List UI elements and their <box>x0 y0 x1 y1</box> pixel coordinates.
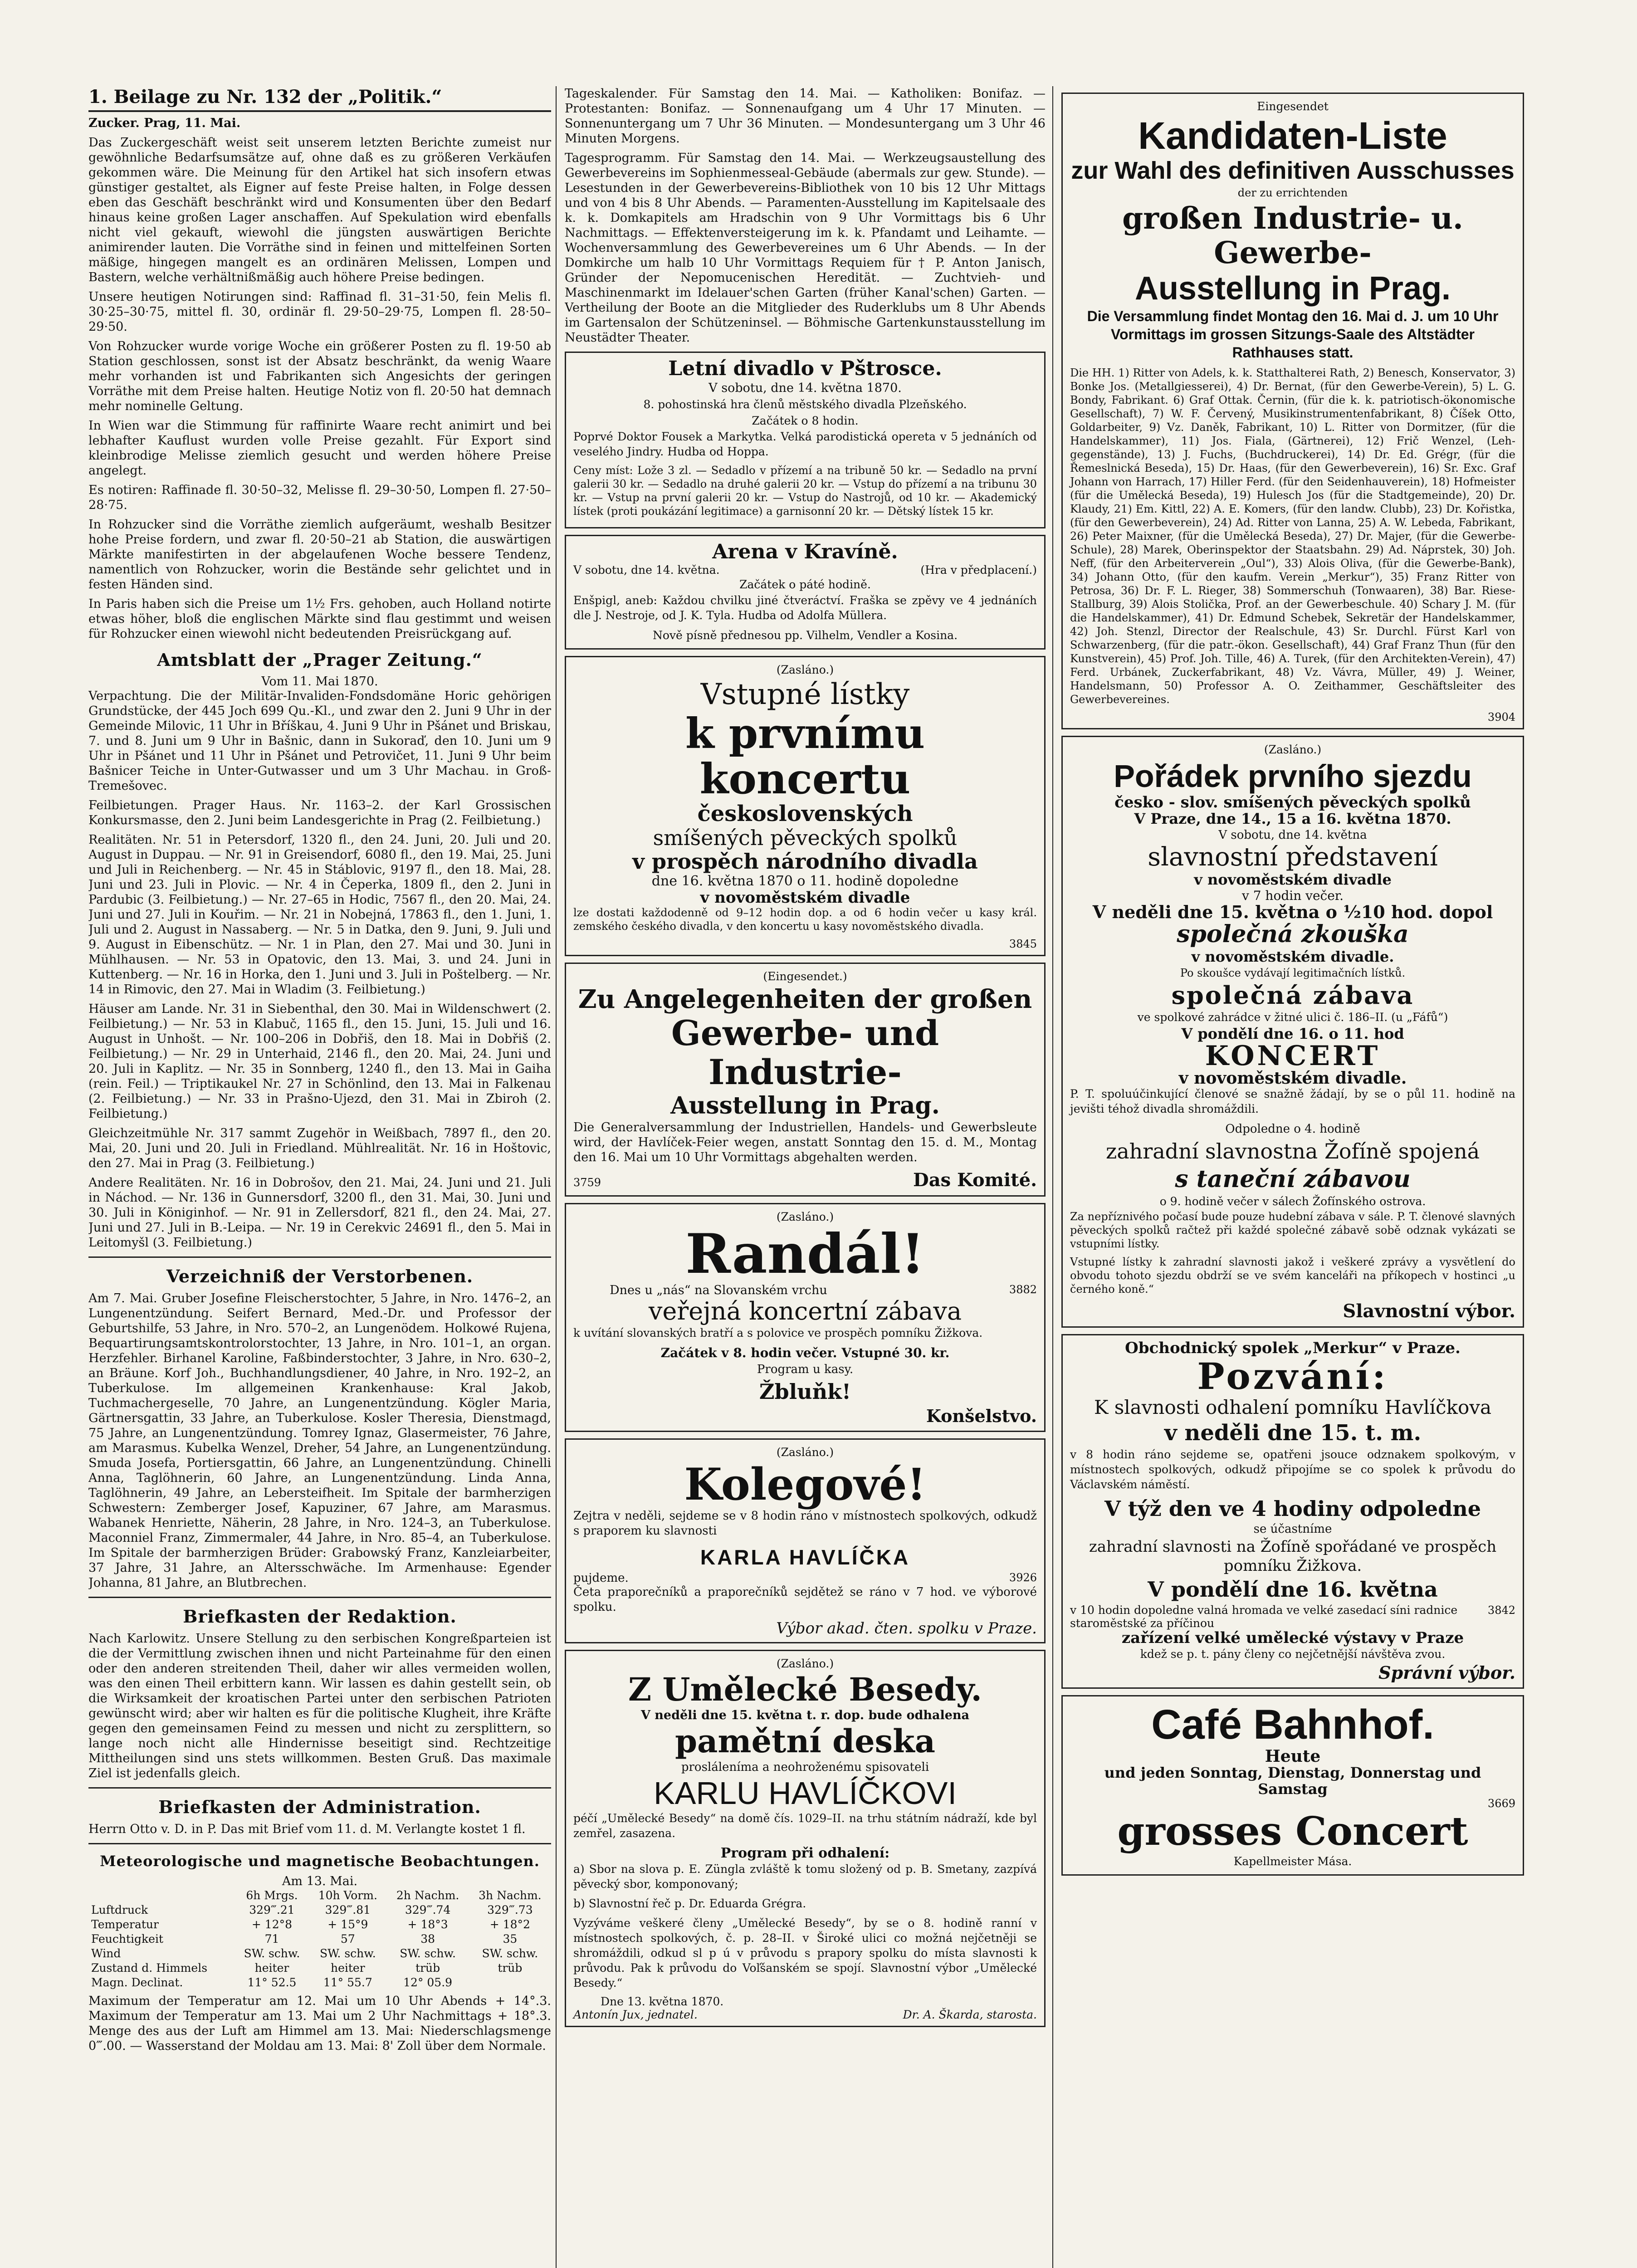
umel-line-11: Dne 13. května 1870. <box>601 1995 724 2008</box>
randal-line-7: Žbluňk! <box>759 1379 851 1404</box>
umel-line-8: a) Sbor na slova p. E. Züngla zvláště k tomu složený od p. B. Smetany, zazpívá pěvecký sbor, komponovaný; <box>573 1862 1037 1891</box>
table-row <box>88 1975 551 1990</box>
por-line-2: česko - slov. smíšených pěveckých spolků <box>1114 793 1471 811</box>
meteo-header-cell: 10h Vorm. <box>318 1889 377 1902</box>
por-line-5: slavnostní představení <box>1148 842 1438 872</box>
ang-number: 3759 <box>573 1176 601 1189</box>
por-line-13: ve spolkové zahrádce v žitné ulici č. 186–II. (u „Fáfů“) <box>1137 1011 1448 1024</box>
table-row <box>88 1903 551 1917</box>
cafe-line-5: Kapellmeister Mása. <box>1233 1855 1352 1868</box>
letni-divadlo-ad <box>565 352 1046 528</box>
angelegenheiten-ad <box>565 963 1046 1197</box>
meteo-cell: 12° 05.9 <box>403 1976 453 1989</box>
kolegove-ad <box>565 1438 1046 1643</box>
amtsblatt-text: Verpachtung. Die der Militär-Invaliden-Fondsdomäne Horic gehörigen Grundstücke, der 445 Joch 699 Qu.-Kl., und zwar den 2. Juni 9 Uhr in der Gemeinde Milovic, 11 Uhr in Bříškau, 4. Juni 9 Uhr in Pšánet und Briskau, 7. und 8. Juni um 9 Uhr in Bašnic, dann in Sukoraď, den 10. Juni um 9 Uhr in Pšánet und 11 Uhr in Pšánet und Petrovičet, 11. Juni 9 Uhr beim Bašnicer Teiche in Unter-Gutwasser und um 3 Uhr Machau. in Groß-Tremešovec. <box>88 689 551 793</box>
page-header: 1. Beilage zu Nr. 132 der „Politik.“ <box>88 86 551 112</box>
por-line-23: Vstupné lístky k zahradní slavnosti jakož i veškeré zprávy a vysvětlení do obvodu tohoto sjezdu obdrží se ve svém kanceláři na příkopech v hostinci „u černého koně.“ <box>1070 1256 1515 1295</box>
arena-play: Enšpigl, aneb: Každou chvilku jiné čtveráctví. Fraška se zpěvy ve 4 jednáních dle J. Nestroje, od J. K. Tyla. Hudba od Adolfa Müllera. <box>573 594 1037 622</box>
realitaeten-text: Realitäten. Nr. 51 in Petersdorf, 1320 fl., den 24. Juni, 20. Juli und 20. August in Duppau. — Nr. 91 in Greisendorf, 6080 fl., den 19. Mai, 25. Juni und Juli in Reichenberg. — Nr. 45 in Stáblovic, 9197 fl., den 18. Mai, 28. Juni und 23. Juli in Plovic. — Nr. 4 in Čeperka, 1809 fl., den 2. Juni in Pardubic (3. Feilbietung.) — Nr. 27–65 in Hodic, 7567 fl., den 20. Mai, 24. Juni und 27. Juli in Kouřim. — Nr. 21 in Nobejná, 17863 fl., den 1. Juni, 1. Juli und 2. August in Nassaberg. — Nr. 5 in Datka, den 9. Juni, 9. Juli und 9. August in Eibenschütz. — Nr. 1 in Plan, den 27. Mai und 30. Juni in Mühlhausen. — Nr. 53 in Opatovic, den 13. Mai, 3. und 24. Juni in Kuttenberg. — Nr. 16 in Horka, den 1. Juni und 3. Juli in Poštelberg. — Nr. 14 in Rimovic, den 27. Mai in Wladim (3. Feilbietung.) <box>88 833 551 997</box>
meteo-table <box>88 1888 551 1990</box>
kand-list: Die HH. 1) Ritter von Adels, k. k. Statthalterei Rath, 2) Benesch, Konservator, 3) Bonke Jos. (Metallgiesserei), 4) Dr. Bernat, (für den Gewerbe-Verein), 5) L. G. Bondy, Fabrikant. 6) Graf Ottak. Černin, (für die k. k. patriotisch-ökonomische Gesellschaft), 7) W. F. Červený, Musikinstrumentenfabrikant, 8) Číšek Otto, Goldarbeiter, 9) Vz. Daněk, Fabrikant, 10) L. Ritter von Dormitzer, (für die Handelskammer), 11) Jos. Fiala, (Gärtnerei), 12) Frič Wenzel, (Leh-gegenstände), 13) J. Fuchs, (Buchdruckerei), 14) Dr. Ed. Grégr, (für die Řemeslnická Beseda), 15) Dr. Haas, (für den Gewerbeverein), 16) Sr. Exc. Graf Johann von Harrach, 17) Hiller Ferd. (für den Seidenhauverein), 18) Hofmeister (für die Umělecká Beseda), 19) Hulesch Jos (für die Stadtgemeinde), 20) Dr. Klaudy, 21) Em. Kittl, 22) A. E. Komers, (für den landw. Clubb), 23) Dr. Kořistka, (für den Gewerbeverein), 24) Ad. Ritter von Lanna, 25) A. W. Lebeda, Fabrikant, 26) Peter Maixner, (für die Umělecká Beseda), 27) Dr. Majer, (für die Gewerbe-Schule), 28) Marek, Oberinspektor der Staatsbahn. 29) Ad. Náprstek, 30) Joh. Neff, (für den Arbeiterverein „Oul“), 33) Alois Oliva, (für die Gewerbe-Bank), 34) Johann Otto, (für den kaufm. Verein „Merkur“), 35) Franz Ritter von Petrosa, 36) Dr. F. L. Rieger, 38) Sommerschuh (Tonwaaren), 38) Bar. Riese-Stallburg, 39) Alois Stolička, Prof. an der Gewerbeschule. 40) Schary J. M. (für die Handelskammer), 41) Dr. Edmund Schebek, Sekretär der Handelskammer, 42) Joh. Stenzl, Director der Realschule, 43) Sr. Durchl. Fürst Karl von Schwarzenberg, (für die patr.-ökon. Gesellschaft), 44) Graf Franz Thun (für den Kunstverein), 45) Prof. Joh. Tille, 46) A. Turek, (für den Architekten-Verein), 47) Ferd. Urbánek, Zuckerfabrikant, 48) Vz. Vávra, Müller, 49) J. Weiner, Handelsmann, 50) Professor A. O. Zeithammer, Geschäftsleiter des Gewerbevereines. <box>1070 367 1515 706</box>
column-rule <box>556 86 557 2268</box>
poz-sign: Správní výbor. <box>1378 1662 1515 1683</box>
meteo-cell: SW. schw. <box>244 1947 300 1960</box>
meteo-cell: + 15°9 <box>327 1918 368 1931</box>
por-line-16: v novoměstském divadle. <box>1178 1069 1407 1088</box>
umel-line-13: Dr. A. Škarda, starosta. <box>903 2008 1037 2021</box>
zaslano-label: (Zasláno.) <box>776 1657 834 1670</box>
cafe-number: 3669 <box>1487 1797 1515 1810</box>
umel-line-10: Vyzýváme veškeré členy „Umělecké Besedy“, by se o 8. hodině ranní v místnostech spolkových, č. p. 28–II. v Široké ulici co možná nejčetněji se shromáždili, odkud sl p ú v průvodu s prapory spolku do místa slavnosti k průvodu. Pak k průvodu do Voľšanském se spojí. Slavnostní výbor „Umělecké Besedy.“ <box>573 1916 1037 1989</box>
divider <box>88 1597 551 1598</box>
verstorbene-title: Verzeichniß der Verstorbenen. <box>166 1266 474 1286</box>
por-line-1: Pořádek prvního sjezdu <box>1114 758 1472 794</box>
briefkasten-redaktion-text: Nach Karlowitz. Unsere Stellung zu den serbischen Kongreßparteien ist die der Vermittlung zwischen ihnen und nicht Parteinahme für den einen oder den anderen streitenden Theil, daher wir alles vermeiden wollen, was den einen Theil erbittern kann. Wir lassen es dahin gestellt sein, ob die Wirksamkeit der kroatischen Partei unter den serbischen Patrioten gewünscht wird; aber wir halten es für die politische Klugheit, ihre Kräfte gegen den gemeinsamen Feind zu messen und nicht zu zersplittern, so lange noch nicht alle Hindernisse beseitigt sind. Rechtzeitige Mittheilungen sind uns stets willkommen. Besten Gruß. Das maximale Ziel ist jedenfalls gleich. <box>88 1632 551 1780</box>
ang-sign: Das Komité. <box>913 1169 1037 1191</box>
merkur-line: Obchodnický spolek „Merkur“ v Praze. <box>1125 1339 1461 1357</box>
meteo-cell: heiter <box>330 1961 365 1975</box>
vstup-line-3: československých <box>697 801 913 826</box>
cafe-line-3: und jeden Sonntag, Dienstag, Donnerstag und Samstag <box>1104 1764 1481 1798</box>
amtsblatt-title: Amtsblatt der „Prager Zeitung.“ <box>157 650 483 670</box>
meteo-cell: Zustand d. Himmels <box>91 1961 208 1975</box>
verstorbene-text: Am 7. Mai. Gruber Josefine Fleischerstochter, 5 Jahre, in Nro. 1476–2, an Lungenentzündung. Seifert Bernard, Med.-Dr. und Professor der Geburtshilfe, 53 Jahre, in Nro. 570–2, an Lungenödem. Holkowé Rujena, Bequartirungsamtskontrolorstochter, 13 Jahre, in Nro. 101–1, an organ. Herzfehler. Birhanel Karoline, Faßbinderstochter, 3 Jahre, in Nro. 630–2, an Bräune. Korf Joh., Buchhandlungsdiener, 40 Jahre, in Nro. 192–2, an Tuberkulose. Im allgemeinen Krankenhause: Kral Jakob, Tuchmachergeselle, 70 Jahre, an Lungenentzündung. Kögler Maria, Gärtnersgattin, 33 Jahre, an Tuberkulose. Kosler Theresia, Dienstmagd, 75 Jahre, an Lungenentzündung. Tomrey Ignaz, Glasermeister, 76 Jahre, am Marasmus. Kubelka Wenzel, Dreher, 54 Jahre, an Lungenentzündung. Smuda Josefa, Portiersgattin, 66 Jahre, an Lungenentzündung. Chinelli Anna, Taglöhnerin, 60 Jahre, an Lungenentzündung. Linda Anna, Taglöhnerin, 49 Jahre, an Lebersteifheit. Im Spitale der barmherzigen Schwestern: Zemberger Josef, Kapuziner, 67 Jahre, am Marasmus. Wabanek Henriette, Näherin, 28 Jahre, in Nro. 124–3, an Tuberkulose. Maconniel Franz, Zimmermaler, 44 Jahre, in Nro. 85–4, an Tuberkulose. Im Spitale der barmherzigen Brüder: Grabowský Franz, Kanzleiarbeiter, 37 Jahre, 31 Jahre, an Altersschwäche. Im Armenhause: Egender Johanna, 81 Jahre, an Blutbrechen. <box>88 1291 551 1590</box>
column-right <box>1061 86 1524 2268</box>
por-line-7: v 7 hodin večer. <box>1242 888 1344 903</box>
meteo-header-cell: 3h Nachm. <box>479 1889 542 1902</box>
meteo-cell: SW. schw. <box>400 1947 456 1960</box>
randal-line-6: Program u kasy. <box>757 1363 854 1376</box>
vstup-line-5: v prospěch národního divadla <box>632 849 978 874</box>
sugar-text: Das Zuckergeschäft weist seit unserem letzten Berichte zumeist nur gewöhnliche Bedarfsumsätze auf, ohne daß es zu größeren Verkäufen gekommen wäre. Die Meinung für den Artikel hat sich insofern etwas günstiger gestaltet, als Eigner auf feste Preise halten, in Folge dessen eben das Geschäft beschränkt wird und Konsumenten über den Bedarf hinaus keine großen Lager anschaffen. Auf Spekulation wird ebenfalls nicht viel gekauft, wiewohl die jüngsten auswärtigen Berichte animirender lauten. Die Vorräthe sind in feinen und mittelfeinen Sorten mäßige, hingegen mangelt es an ordinären Melissen, Lompen und Bastern, welche verhältnißmäßig auch höhere Preise bedingen. <box>88 136 551 284</box>
table-row <box>88 1917 551 1932</box>
meteo-date: Am 13. Mai. <box>282 1874 358 1888</box>
por-line-18: Odpoledne o 4. hodině <box>1225 1122 1360 1136</box>
por-line-10: v novoměstském divadle. <box>1191 948 1394 965</box>
meteo-cell: 329‴.74 <box>405 1903 451 1916</box>
kand-line-3: der zu errichtenden <box>1237 186 1348 199</box>
briefkasten-admin-text: Herrn Otto v. D. in P. Das mit Brief vom 11. d. M. Verlangte kostet 1 fl. <box>88 1822 526 1836</box>
meteo-cell <box>469 1975 551 1990</box>
arena-title: Arena v Kravíně. <box>712 540 898 563</box>
amtsblatt-date: Vom 11. Mai 1870. <box>261 675 378 689</box>
table-row <box>88 1932 551 1946</box>
arena-tail: Nově písně přednesou pp. Vilhelm, Vendler a Kosina. <box>652 629 958 642</box>
por-line-22: Za nepříznivého počasí bude pouze hudební zábava v sále. P. T. členové slavných pěveckých spolků račtež při každé společné zábavě sobě odznak vykázati se vstupními lístky. <box>1070 1210 1515 1250</box>
meteo-cell: + 12°8 <box>251 1918 293 1931</box>
sugar-text-2: Von Rohzucker wurde vorige Woche ein größerer Posten zu fl. 19·50 ab Station geschlossen, sonst ist der Absatz beschränkt, da wenig Waare mehr vorhanden ist und Fabrikanten sich Angesichts der geringen Vorräthe mit dem Preise halten. Heutige Notiz von fl. 20·50 hat demnach mehr nominelle Geltung. <box>88 339 551 413</box>
briefkasten-redaktion-title: Briefkasten der Redaktion. <box>183 1606 457 1627</box>
feilbietung-text: Feilbietungen. Prager Haus. Nr. 1163–2. der Karl Grossischen Konkursmasse, den 2. Juni beim Landesgerichte in Prag (2. Feilbietung.) <box>88 798 551 827</box>
umel-line-12: Antonín Jux, jednatel. <box>573 2008 698 2021</box>
column-rule <box>1052 86 1053 2268</box>
poz-line-7: zahradní slavnosti na Žofíně spořádané ve prospěch pomníku Žižkova. <box>1089 1538 1497 1575</box>
umel-line-7: Program při odhalení: <box>720 1845 890 1861</box>
vstup-number: 3845 <box>1009 938 1037 950</box>
divider <box>88 1256 551 1258</box>
divider <box>88 1843 551 1844</box>
ang-line-1: Zu Angelegenheiten der großen <box>578 984 1032 1014</box>
arena-note: (Hra v předplacení.) <box>920 563 1037 577</box>
ang-line-2: Gewerbe- und Industrie- <box>671 1013 939 1092</box>
meteo-cell: Wind <box>91 1947 121 1960</box>
gleich-text: Gleichzeitmühle Nr. 317 sammt Zugehör in Weißbach, 7897 fl., den 20. Mai, 20. Juni und 20. Juli in Friedland. Mühlrealität. Nr. 16 in Hoštovic, den 27. Mai in Prag (3. Feilbietung.) <box>88 1126 551 1170</box>
meteo-cell: trüb <box>415 1961 440 1975</box>
meteo-cell: 11° 55.7 <box>323 1976 372 1989</box>
meteo-text: Maximum der Temperatur am 12. Mai um 10 Uhr Abends + 14°.3. Maximum der Temperatur am 13. Mai um 2 Uhr Nachmittags + 18°.3. Menge des aus der Luft am Himmel am 13. Mai: Niederschlagsmenge 0‴.00. — Wasserstand der Moldau am 13. Mai: 8' Zoll über dem Normale. <box>88 1994 551 2053</box>
kand-number: 3904 <box>1487 711 1515 723</box>
poz-line-3: v neděli dne 15. t. m. <box>1164 1420 1422 1446</box>
poradek-sjezdu-ad <box>1061 736 1524 1328</box>
meteo-cell: Magn. Declinat. <box>91 1976 183 1989</box>
meteo-cell: heiter <box>254 1961 289 1975</box>
por-line-4: V sobotu, dne 14. května <box>1218 828 1367 842</box>
poz-line-8: V pondělí dne 16. května <box>1148 1577 1438 1602</box>
kand-line-6: Die Versammlung findet Montag den 16. Mai d. J. um 10 Uhr Vormittags im grossen Sitzungs-Saale des Altstädter Rathhauses statt. <box>1087 308 1499 361</box>
randal-line-3: veřejná koncertní zábava <box>648 1297 962 1325</box>
haeuser-text: Häuser am Lande. Nr. 31 in Siebenthal, den 30. Mai in Wildenschwert (2. Feilbietung.) — Nr. 53 in Klabuč, 1165 fl., den 15. Juni, 15. Juli und 16. August in Unhošt. — Nr. 100–206 in Dobřiš, den 18. Mai in Dobřiš (2. Feilbietung.) — Nr. 29 in Unterhaid, 2146 fl., den 20. Mai, 24. Juni und 20. Juli in Kaplitz. — Nr. 35 in Sonnberg, 1240 fl., den 13. Mai in Gaiha (rein. Feil.) — Triptikaukel Nr. 27 in Schönlind, den 13. Mai in Falkenau (2. Feilbietung.) — Nr. 33 in Prašno-Ujezd, den 31. Mai in Zbiroh (2. Feilbietung.) <box>88 1002 551 1121</box>
por-line-19: zahradní slavnostna Žofíně spojená <box>1105 1139 1480 1163</box>
arena-ad <box>565 535 1046 650</box>
letni-title: Letní divadlo v Pštrosce. <box>668 357 942 380</box>
randal-line-8: Konšelstvo. <box>926 1406 1037 1426</box>
meteo-cell: 329‴.81 <box>325 1903 371 1916</box>
cafe-line-4: grosses Concert <box>1117 1809 1468 1854</box>
kand-line-5: Ausstellung in Prag. <box>1134 270 1451 307</box>
cafe-line-1: Café Bahnhof. <box>1151 1701 1434 1748</box>
por-line-8: V neděli dne 15. května o ½10 hod. dopol <box>1092 902 1493 922</box>
meteo-cell: + 18°2 <box>489 1918 530 1931</box>
umel-line-6: péčí „Umělecké Besedy“ na domě čís. 1029–II. na trhu státním nádraží, kde byl zemřel, zasazena. <box>573 1812 1037 1840</box>
zaslano-label: (Zasláno.) <box>776 663 834 676</box>
vstup-line-6: dne 16. května 1870 o 11. hodině dopoledne <box>651 873 959 889</box>
umel-line-4: prosláleníma a neohroženému spisovateli <box>681 1760 929 1774</box>
sugar-text-3: In Wien war die Stimmung für raffinirte Waare recht animirt und bei lebhafter Kauflust wurden volle Preise gezahlt. Für Export sind kleinbrodige Melisse ziemlich gesucht und werden höhere Preise angelegt. <box>88 419 551 478</box>
letni-play: Poprvé Doktor Fousek a Markytka. Velká parodistická opereta v 5 jednáních od veselého Jindry. Hudba od Hoppa. <box>573 430 1037 458</box>
letni-date: V sobotu, dne 14. května 1870. <box>709 381 902 395</box>
meteo-cell: Temperatur <box>91 1918 159 1931</box>
randal-line-5: Začátek v 8. hodin večer. Vstupné 30. kr. <box>660 1345 950 1360</box>
meteo-title: Meteorologische und magnetische Beobachtungen. <box>100 1853 540 1870</box>
meteo-cell: SW. schw. <box>482 1947 538 1960</box>
por-line-3: V Praze, dne 14., 15 a 16. května 1870. <box>1134 810 1451 827</box>
kandidaten-liste-ad <box>1061 93 1524 729</box>
por-line-24: Slavnostní výbor. <box>1343 1300 1515 1322</box>
divider <box>88 1787 551 1789</box>
poz-line-10: zařízení velké umělecké výstavy v Praze <box>1121 1629 1464 1647</box>
meteo-header-cell: 2h Nachm. <box>396 1889 459 1902</box>
meteo-cell: SW. schw. <box>319 1947 376 1960</box>
por-line-12: společná zábava <box>1171 981 1414 1010</box>
randal-number: 3882 <box>1009 1283 1037 1296</box>
merkur-ad <box>1061 1334 1524 1689</box>
cafe-line-2: Heute <box>1265 1747 1321 1766</box>
vstupne-listky-ad <box>565 656 1046 956</box>
umel-line-2: V neděli dne 15. května t. r. dop. bude odhalena <box>640 1708 970 1722</box>
meteo-header-cell <box>88 1888 235 1903</box>
ang-text: Die Generalversammlung der Industriellen, Handels- und Gewerbsleute wird, der Havlíček-Feier wegen, anstatt Sonntag den 15. d. M., Montag den 16. Mai um 10 Uhr Vormittags abgehalten werden. <box>573 1120 1037 1164</box>
zaslano-label: (Zasláno.) <box>776 1210 834 1223</box>
meteo-cell: Feuchtigkeit <box>91 1932 164 1945</box>
poz-line-11: kdež se p. t. pány členy co nejčetnější návštěva zvou. <box>1140 1647 1446 1661</box>
newspaper-page <box>88 86 1524 2268</box>
poz-number: 3842 <box>1487 1604 1515 1617</box>
sugar-text-4: In Rohzucker sind die Vorräthe ziemlich aufgeräumt, weshalb Besitzer hohe Preise fordern, und zwar fl. 20·50–21 ab Station, die auswärtigen Märkte manifestirten in der abgelaufenen Woche bessere Tendenz, namentlich von Rohzucker, worin die Bestände sehr gelichtet und in festen Händen sind. <box>88 518 551 591</box>
letni-text-2: Začátek o 8 hodin. <box>752 414 859 427</box>
umel-line-5: KARLU HAVLÍČKOVI <box>654 1775 957 1811</box>
kand-line-2: zur Wahl des definitiven Ausschusses <box>1071 157 1515 184</box>
meteo-cell: 329‴.21 <box>249 1903 295 1916</box>
poz-line-9: v 10 hodin dopoledne valná hromada ve velké zasedací síni radnice staroměstské za příčinou <box>1070 1603 1458 1630</box>
poz-line-5: V týž den ve 4 hodiny odpoledne <box>1104 1496 1481 1521</box>
vstup-line-1: Vstupné lístky <box>700 678 910 711</box>
randal-line-4: k uvítání slovanských bratří a s polovice ve prospěch pomníku Žižkova. <box>573 1326 983 1339</box>
eingesendet-label: Eingesendet <box>1257 100 1329 113</box>
vstup-line-2: k prvnímu koncertu <box>685 709 925 803</box>
kolegove-line-3: KARLA HAVLÍČKA <box>700 1545 910 1569</box>
table-row <box>88 1961 551 1975</box>
umel-line-1: Z Umělecké Besedy. <box>628 1671 982 1708</box>
letni-prices: Ceny míst: Lože 3 zl. — Sedadlo v přízemí a na tribuně 50 kr. — Sedadlo na první galerii 30 kr. — Sedadlo na druhé galerii 20 kr. — Vstup do přízemí a na tribunu 30 kr. — Vstup na první galerii 20 kr. — Vstup do Nastrojů, od 10 kr. — Akademický lístek (proti poukázání legitimace) a garnisonní 20 kr. — Dětský lístek 15 kr. <box>573 464 1037 518</box>
vstup-line-8: lze dostati každodenně od 9–12 hodin dop. a od 6 hodin večer u kasy král. zemského českého divadla, v den koncertu u kasy novoměstského divadla. <box>573 906 1037 933</box>
cafe-bahnhof-ad <box>1061 1695 1524 1876</box>
por-line-11: Po skoušce vydávají legitimačních lístků. <box>1180 967 1406 979</box>
umelecka-beseda-ad <box>565 1650 1046 2027</box>
eingesendet-label: (Eingesendet.) <box>763 970 847 983</box>
vstup-line-7: v novoměstském divadle <box>700 889 910 907</box>
briefkasten-admin-title: Briefkasten der Administration. <box>158 1797 481 1817</box>
meteo-cell: 35 <box>503 1932 518 1945</box>
meteo-cell: Luftdruck <box>91 1903 148 1916</box>
meteo-cell: 57 <box>340 1932 355 1945</box>
arena-start: Začátek o páté hodině. <box>739 578 871 591</box>
kand-line-4: großen Industrie- u. Gewerbe- <box>1122 200 1463 270</box>
por-line-9: společná zkouška <box>1177 920 1409 948</box>
table-row <box>88 1946 551 1961</box>
ang-line-3: Ausstellung in Prag. <box>670 1092 940 1119</box>
poz-line-2: K slavnosti odhalení pomníku Havlíčkova <box>1094 1396 1492 1418</box>
zaslano-label: (Zasláno.) <box>776 1446 834 1459</box>
column-middle <box>565 86 1046 2268</box>
arena-date: V sobotu, dne 14. května. <box>573 563 720 577</box>
meteo-header-cell: 6h Mrgs. <box>246 1889 298 1902</box>
por-line-14: V pondělí dne 16. o 11. hod <box>1181 1025 1404 1042</box>
poz-line-4: v 8 hodin ráno sejdeme se, opatřeni jsouce odznakem spolkovým, v místnostech spolkových, odkudž připojíme se co spolek k průvodu do Václavském náměstí. <box>1070 1448 1515 1491</box>
zaslano-label: (Zasláno.) <box>1264 743 1322 756</box>
kolegove-line-6: Výbor akad. čten. spolku v Praze. <box>776 1619 1037 1637</box>
poz-line-6: se účastníme <box>1253 1522 1332 1536</box>
kolegove-number: 3926 <box>1009 1571 1037 1584</box>
sugar-title: Zucker. Prag, 11. Mai. <box>88 116 241 130</box>
meteo-cell: 329‴.73 <box>487 1903 533 1916</box>
kand-line-1: Kandidaten-Liste <box>1138 114 1447 157</box>
tagesprogramm-text: Tagesprogramm. Für Samstag den 14. Mai. — Werkzeugsaustellung des Gewerbevereins im Sophienmesseal-Gebäude (abermals zur gew. Stunde). — Lesestunden in der Gewerbevereins-Bibliothek von 10 bis 12 Uhr Mittags und von 4 bis 8 Uhr Abends. — Paramenten-Ausstellung im Kapitelsaale des k. k. Domkapitels am Hradschin von 9 Uhr Vormittags bis 6 Uhr Nachmittags. — Effektenversteigerung im k. k. Pfandamt und Leihamte. — Wochenversammlung des Gewerbevereines um 6 Uhr Abends. — In der Domkirche um halb 10 Uhr Vormittags Requiem für † P. Anton Janisch, Gründer der Nepomucenischen Heredität. — Zuchtvieh- und Maschinenmarkt im Idelauer'schen Garten (früher Kanal'schen) Garten. — Vertheilung der Boote an die Mitglieder des Ruderklubs um 8 Uhr Abends im Gartensalon der Schützeninsel. — Böhmische Gartenkunstausstellung im Neustädter Theater. <box>565 151 1046 345</box>
kolegove-line-4: pujdeme. <box>573 1571 629 1585</box>
meteo-cell: 11° 52.5 <box>247 1976 297 1989</box>
poz-line-1: Pozvání: <box>1197 1355 1388 1398</box>
sugar-quotes: Unsere heutigen Notirungen sind: Raffinad fl. 31–31·50, fein Melis fl. 30·25–30·75, mittel fl. 30, ordinär fl. 29·50–29·75, Lompen fl. 28·50–29·50. <box>88 290 551 334</box>
sugar-quotes-2: Es notiren: Raffinade fl. 30·50–32, Melisse fl. 29–30·50, Lompen fl. 27·50–28·75. <box>88 483 551 512</box>
meteo-cell: trüb <box>498 1961 523 1975</box>
por-line-20: s taneční zábavou <box>1175 1165 1411 1193</box>
letni-text-1: 8. pohostinská hra členů městského divadla Plzeňského. <box>643 398 967 411</box>
vstup-line-4: smíšených pěveckých spolků <box>653 826 958 850</box>
por-line-21: o 9. hodině večer v sálech Žofínského ostrova. <box>1159 1195 1426 1208</box>
por-line-6: v novoměstském divadle <box>1194 871 1392 888</box>
umel-line-3: pamětní deska <box>675 1722 935 1760</box>
umel-line-9: b) Slavnostní řeč p. Dr. Eduarda Grégra. <box>573 1897 806 1910</box>
kolegove-line-2: Zejtra v neděli, sejdeme se v 8 hodin ráno v místnostech spolkových, odkudž s praporem ku slavnosti <box>573 1509 1037 1538</box>
randal-ad <box>565 1203 1046 1432</box>
column-left <box>88 86 551 2268</box>
kolegove-line-5: Četa praporečníků a praporečníků sejdětež se ráno v 7 hod. ve výborové spolku. <box>573 1585 1037 1614</box>
andere-text: Andere Realitäten. Nr. 16 in Dobrošov, den 21. Mai, 24. Juni und 21. Juli in Náchod. — Nr. 136 in Gunnersdorf, 3200 fl., den 31. Mai, 30. Juni und 30. Juli in Königinhof. — Nr. 91 in Zellersdorf, 821 fl., den 24. Mai, 27. Juni und 27. Juli in B.-Leipa. — Nr. 19 in Cerekvic 24691 fl., den 5. Mai in Leitomyšl (3. Feilbietung.) <box>88 1176 551 1250</box>
meteo-cell: 38 <box>420 1932 435 1945</box>
randal-title: Randál! <box>685 1222 925 1286</box>
por-line-15: KONCERT <box>1205 1040 1381 1072</box>
meteo-cell: 71 <box>264 1932 279 1945</box>
kolegove-title: Kolegové! <box>684 1459 926 1510</box>
por-line-17: P. T. spoluúčinkující členové se snažně žádají, by se o půl 11. hodině na jevišti téhož divadla shromáždili. <box>1070 1087 1515 1115</box>
tageskalender-text: Tageskalender. Für Samstag den 14. Mai. — Katholiken: Bonifaz. — Protestanten: Bonifaz. — Sonnenaufgang um 4 Uhr 17 Minuten. — Sonnenuntergang um 7 Uhr 36 Minuten. — Mondesuntergang um 3 Uhr 46 Minuten Morgens. <box>565 87 1046 146</box>
meteo-cell: + 18°3 <box>407 1918 448 1931</box>
sugar-text-5: In Paris haben sich die Preise um 1½ Frs. gehoben, auch Holland notirte etwas höher, bloß die englischen Märkte sind flau gestimmt und weisen für Rohzucker einen wiewohl nicht bedeutenden Preisrückgang auf. <box>88 597 551 641</box>
randal-line-2: Dnes u „nás“ na Slovanském vrchu <box>610 1283 827 1297</box>
